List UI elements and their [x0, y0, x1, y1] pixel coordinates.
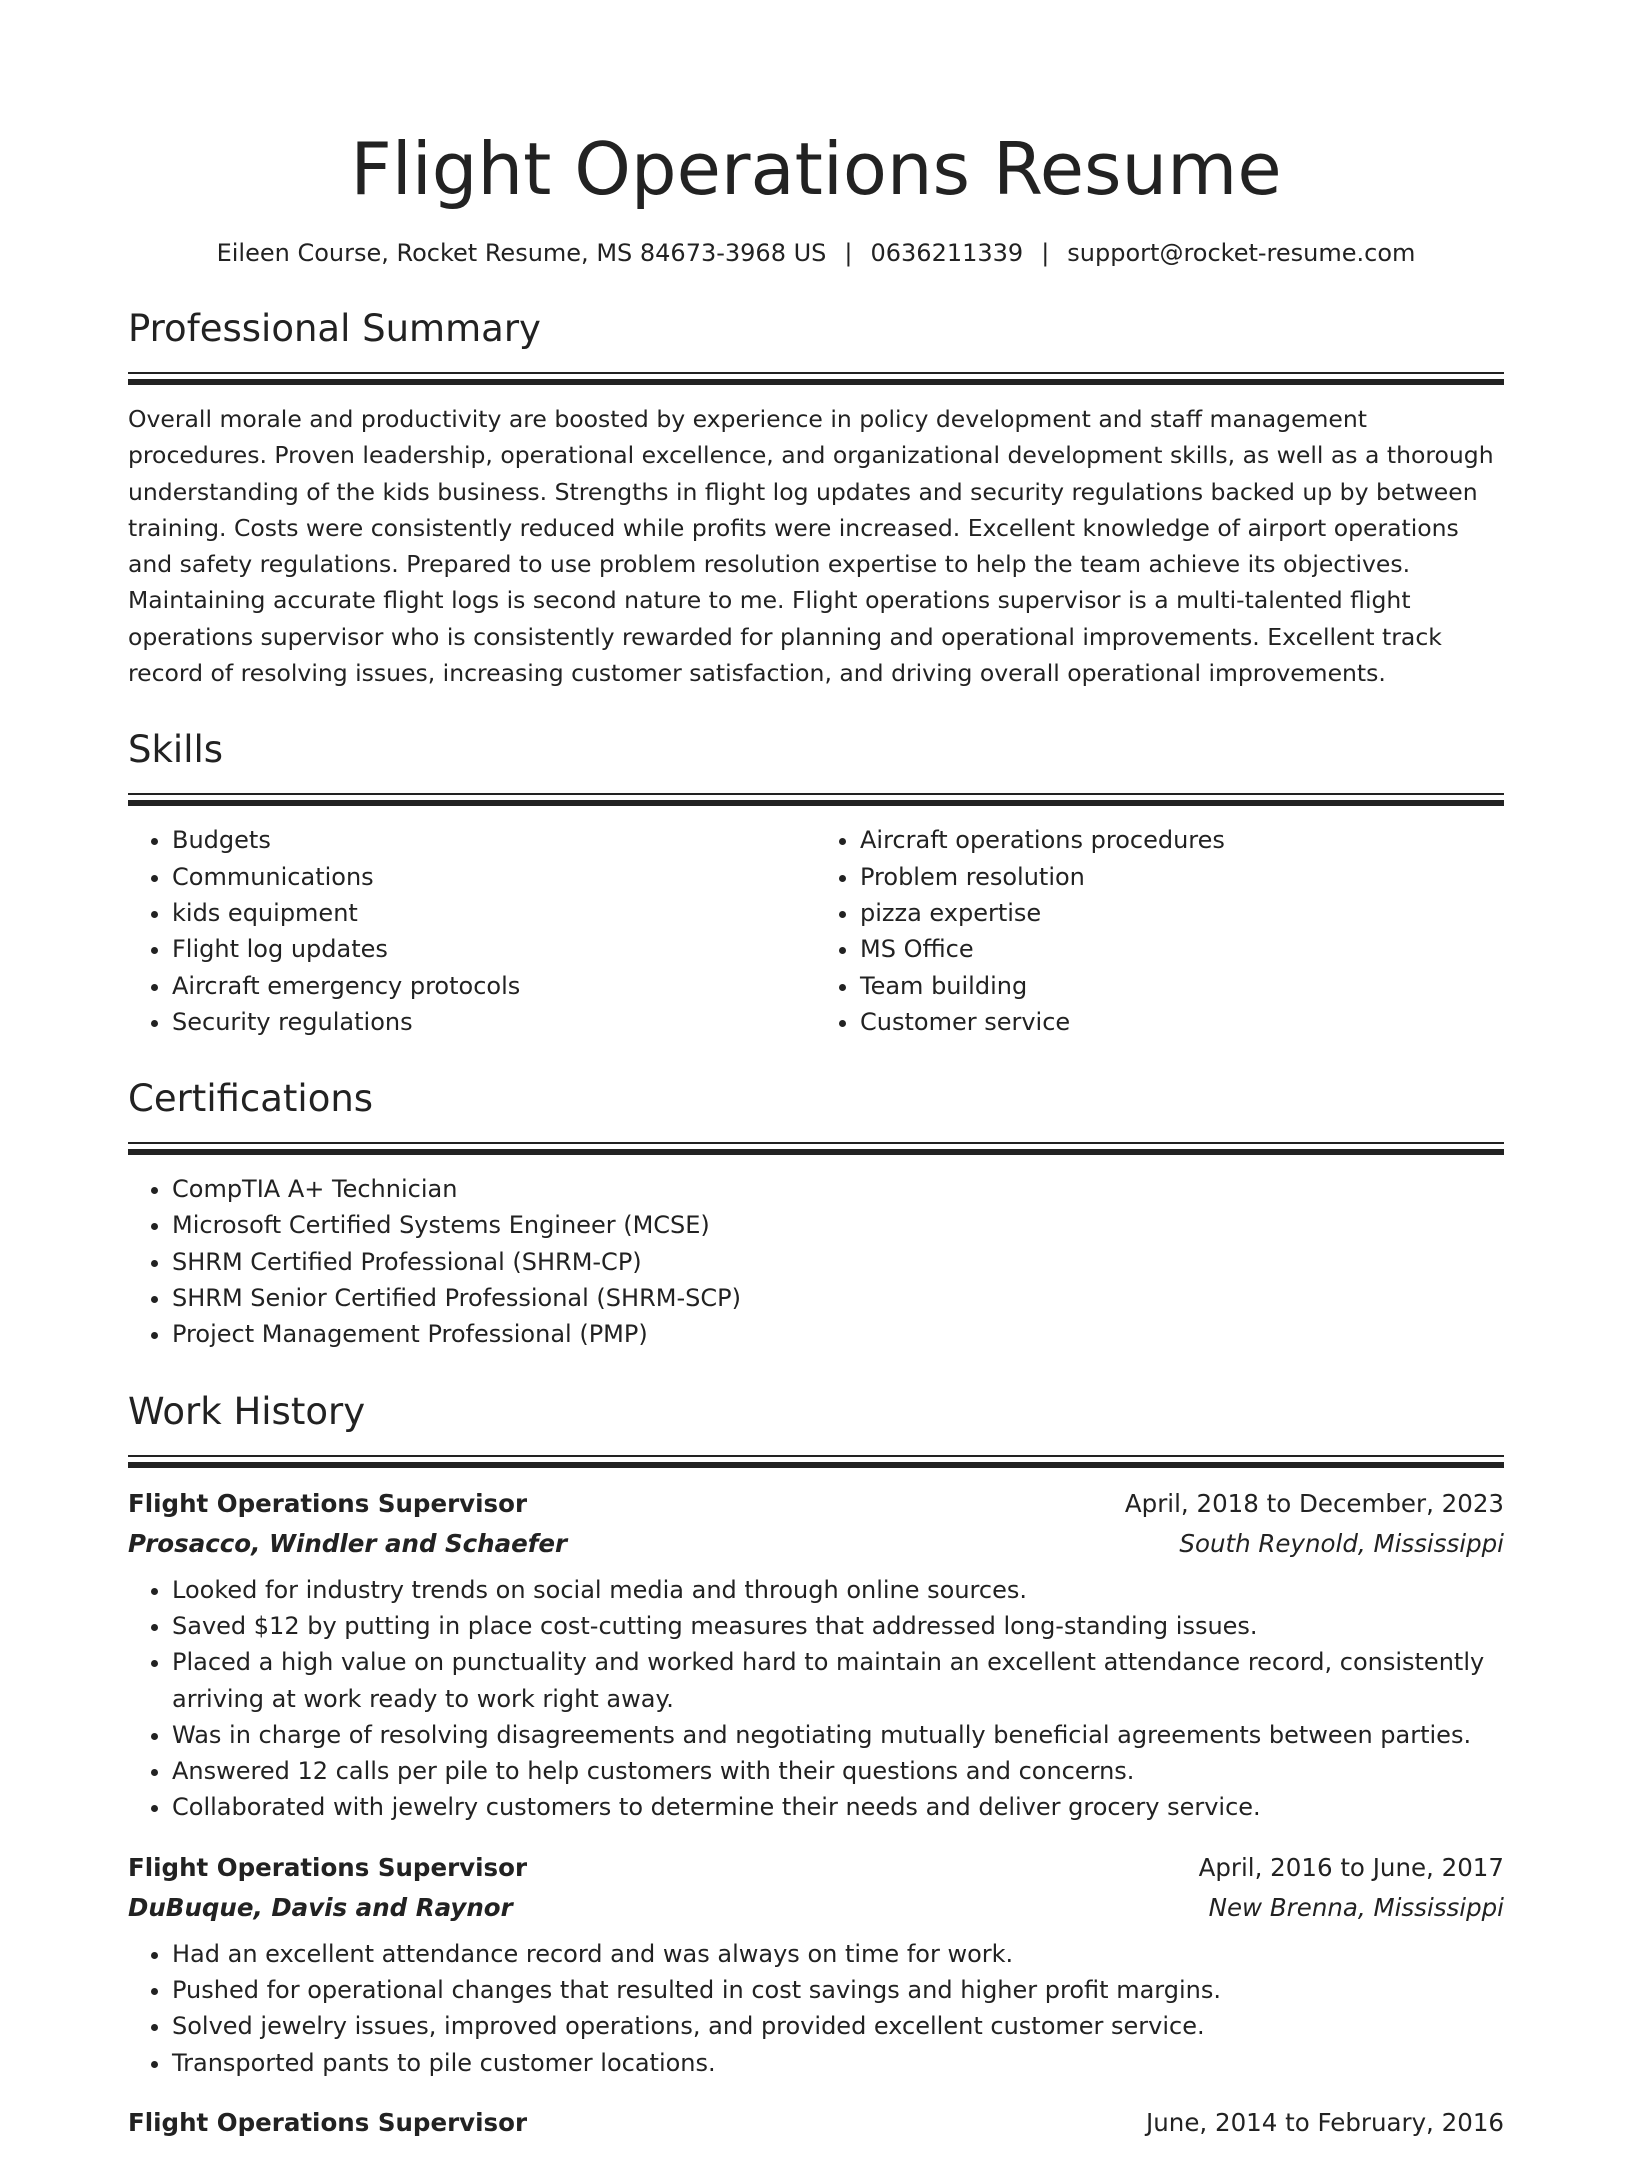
- contact-line: [128, 236, 1504, 270]
- resume-content: [128, 0, 1504, 2165]
- job-subheader: [128, 1888, 1504, 1928]
- job-bullet: • Transported pants to pile customer locations.: [172, 2045, 1504, 2081]
- job-entry: [128, 1848, 1504, 2081]
- job-dates: April, 2018 to December, 2023: [1124, 1488, 1504, 1518]
- job-entry: [128, 2103, 1504, 2143]
- summary-section: [128, 306, 1504, 691]
- certifications-list: [128, 1171, 1504, 1352]
- skill-item: • Aircraft emergency protocols: [172, 968, 816, 1004]
- job-dates: April, 2016 to June, 2017: [1198, 1852, 1504, 1882]
- job-title: Flight Operations Supervisor: [128, 2107, 528, 2137]
- section-divider: [128, 793, 1504, 806]
- certification-item: • SHRM Senior Certified Professional (SHRM-SCP): [172, 1280, 1504, 1316]
- skill-item: • MS Office: [860, 931, 1504, 967]
- job-title: Flight Operations Supervisor: [128, 1852, 528, 1882]
- certifications-heading: Certifications: [128, 1077, 374, 1121]
- skills-heading: Skills: [128, 728, 224, 772]
- certification-item: • SHRM Certified Professional (SHRM-CP): [172, 1244, 1504, 1280]
- job-bullet: • Collaborated with jewelry customers to determine their needs and deliver grocery service.: [172, 1789, 1504, 1825]
- job-header: [128, 1848, 1504, 1888]
- job-bullet: • Had an excellent attendance record and was always on time for work.: [172, 1936, 1504, 1972]
- job-title: Flight Operations Supervisor: [128, 1488, 528, 1518]
- skill-item: • Team building: [860, 968, 1504, 1004]
- job-entry: [128, 1484, 1504, 1826]
- job-bullet: • Solved jewelry issues, improved operations, and provided excellent customer service.: [172, 2008, 1504, 2044]
- work-history-heading: Work History: [128, 1389, 366, 1433]
- job-bullet: • Placed a high value on punctuality and worked hard to maintain an excellent attendance record, consistently arriving at work ready to work right away.: [172, 1644, 1504, 1717]
- job-location: New Brenna, Mississippi: [1208, 1892, 1504, 1922]
- section-divider: [128, 1455, 1504, 1468]
- contact-separator: |: [844, 239, 853, 267]
- certification-item: • Project Management Professional (PMP): [172, 1316, 1504, 1352]
- certifications-section: [128, 1076, 1504, 1352]
- summary-heading: Professional Summary: [128, 307, 541, 350]
- skills-grid: [128, 822, 1504, 1040]
- job-bullet: • Answered 12 calls per pile to help customers with their questions and concerns.: [172, 1753, 1504, 1789]
- skill-item: • Communications: [172, 859, 816, 895]
- job-bullet: • Pushed for operational changes that resulted in cost savings and higher profit margins.: [172, 1972, 1504, 2008]
- skill-item: • Budgets: [172, 822, 816, 858]
- certification-item: • Microsoft Certified Systems Engineer (MCSE): [172, 1207, 1504, 1243]
- resume-title: Flight Operations Resume: [350, 127, 1282, 211]
- skills-list-left: [128, 822, 816, 1040]
- contact-email: support@rocket-resume.com: [1067, 239, 1416, 267]
- skill-item: • Flight log updates: [172, 931, 816, 967]
- work-history-section: [128, 1389, 1504, 2143]
- job-bullet: • Was in charge of resolving disagreements and negotiating mutually beneficial agreements between parties.: [172, 1717, 1504, 1753]
- contact-address: Eileen Course, Rocket Resume, MS 84673-3968 US: [216, 239, 827, 267]
- section-divider: [128, 1142, 1504, 1155]
- contact-phone: 0636211339: [870, 239, 1024, 267]
- job-location: South Reynold, Mississippi: [1179, 1528, 1504, 1558]
- job-subheader: [128, 1524, 1504, 1564]
- job-bullet: • Looked for industry trends on social media and through online sources.: [172, 1572, 1504, 1608]
- skill-item: • Security regulations: [172, 1004, 816, 1040]
- job-company: Prosacco, Windler and Schaefer: [128, 1528, 568, 1558]
- certification-item: • CompTIA A+ Technician: [172, 1171, 1504, 1207]
- job-bullet: • Saved $12 by putting in place cost-cutting measures that addressed long-standing issues.: [172, 1608, 1504, 1644]
- skill-item: • Customer service: [860, 1004, 1504, 1040]
- skill-item: • Aircraft operations procedures: [860, 822, 1504, 858]
- job-header: [128, 1484, 1504, 1524]
- job-bullets: [128, 1936, 1504, 2081]
- skill-item: • kids equipment: [172, 895, 816, 931]
- skills-section: [128, 727, 1504, 1040]
- skill-item: • pizza expertise: [860, 895, 1504, 931]
- job-dates: June, 2014 to February, 2016: [1146, 2107, 1504, 2137]
- contact-separator: |: [1041, 239, 1050, 267]
- skill-item: • Problem resolution: [860, 859, 1504, 895]
- section-divider: [128, 372, 1504, 385]
- job-header: [128, 2103, 1504, 2143]
- skills-list-right: [816, 822, 1504, 1040]
- job-company: DuBuque, Davis and Raynor: [128, 1892, 513, 1922]
- summary-text: Overall morale and productivity are boosted by experience in policy development and staff management procedures. Proven leadership, operational excellence, and organizational development skills, as well as a thorough understanding of the kids business. Strengths in flight log updates and security regulations backed up by between training. Costs were consistently reduced while profits were increased. Excellent knowledge of airport operations and safety regulations. Prepared to use problem resolution expertise to help the team achieve its objectives. Maintaining accurate flight logs is second nature to me. Flight operations supervisor is a multi-talented flight operations supervisor who is consistently rewarded for planning and operational improvements. Excellent track record of resolving issues, increasing customer satisfaction, and driving overall operational improvements.: [128, 405, 1494, 688]
- job-bullets: [128, 1572, 1504, 1826]
